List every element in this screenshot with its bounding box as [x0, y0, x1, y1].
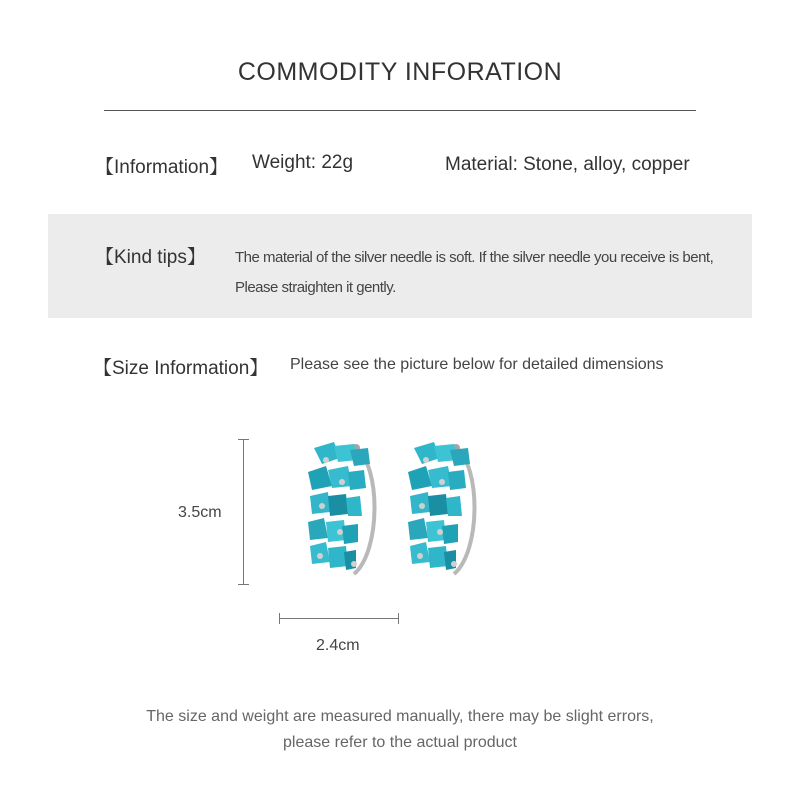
disclaimer-line-1: The size and weight are measured manually, there may be slight errors, — [146, 708, 654, 725]
disclaimer — [0, 704, 800, 756]
weight-value: Weight: 22g — [252, 152, 354, 173]
width-dimension-cap-left — [279, 613, 280, 624]
width-dimension-label: 2.4cm — [316, 637, 360, 654]
left-earring — [308, 442, 375, 574]
height-dimension-label: 3.5cm — [178, 504, 222, 521]
kind-tips-text — [235, 243, 735, 303]
earrings-image — [296, 436, 496, 586]
page-title: COMMODITY INFORATION — [237, 58, 563, 86]
width-dimension-line — [279, 618, 399, 619]
kind-tips-line-1: The material of the silver needle is soft. If the silver needle you receive is bent, — [235, 249, 714, 266]
material-value: Material: Stone, alloy, copper — [445, 154, 690, 175]
size-information-label: 【Size Information】 — [93, 358, 269, 379]
height-dimension-line — [243, 439, 244, 585]
title-divider — [104, 110, 696, 111]
kind-tips-label: 【Kind tips】 — [95, 247, 206, 268]
width-dimension-cap-right — [398, 613, 399, 624]
height-dimension-cap-bottom — [238, 584, 249, 585]
height-dimension-cap-top — [238, 439, 249, 440]
size-information-text: Please see the picture below for detailed dimensions — [290, 356, 664, 373]
disclaimer-line-2: please refer to the actual product — [283, 734, 517, 751]
kind-tips-line-2: Please straighten it gently. — [235, 279, 396, 296]
right-earring — [408, 442, 475, 574]
information-label: 【Information】 — [95, 157, 229, 178]
